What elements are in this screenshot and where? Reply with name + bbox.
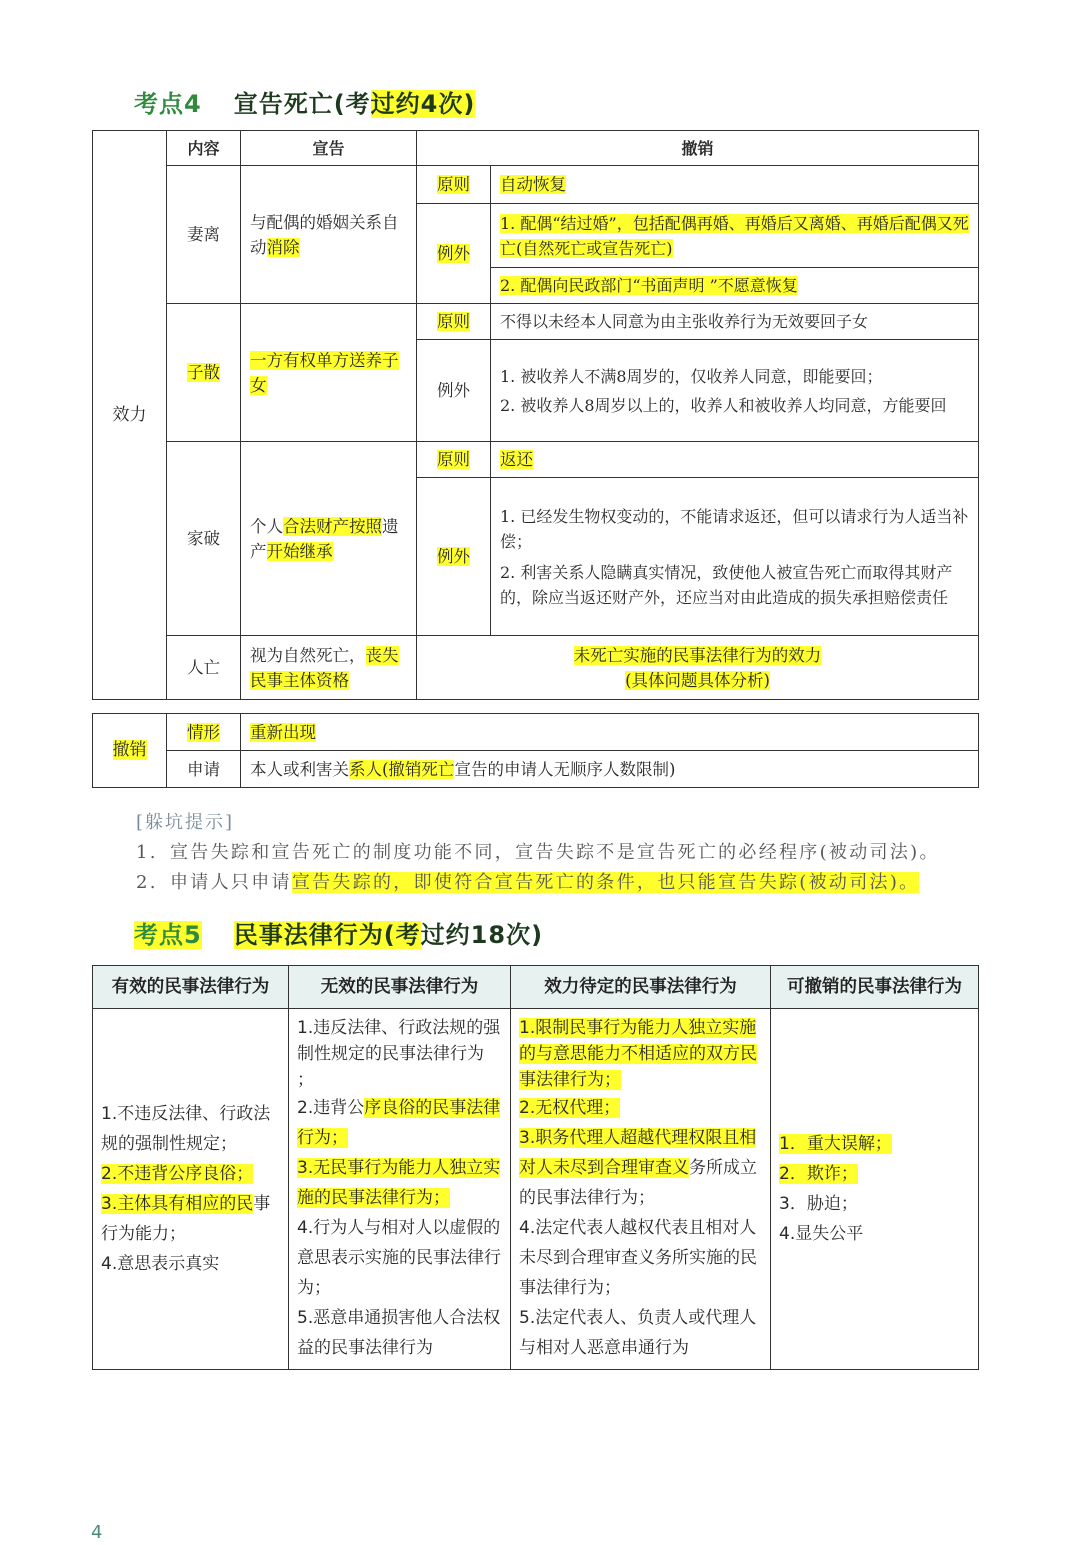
valid-item-3a: 3.主体具有相应的民 (101, 1194, 254, 1214)
tip-2 (136, 868, 940, 898)
table-header-row (93, 966, 979, 1009)
apply-text-a: 本人或利害关 (250, 759, 349, 779)
family-principle-label: 原则 (437, 450, 470, 469)
child-declare: 一方有权单方送养子女 (250, 350, 399, 395)
valid-item-3b: 事行为能力； (101, 1194, 271, 1244)
revocable-item-3: 3．胁迫； (779, 1194, 858, 1214)
section-title-point4 (134, 84, 475, 119)
invalid-item-5: 5.恶意串通损害他人合法权益的民事法律行为 (297, 1308, 501, 1358)
invalid-item-3: 3.无民事行为能力人独立实施的民事法律行为； (297, 1158, 501, 1208)
invalid-item-4: 4.行为人与相对人以虚假的意思表示实施的民事法律行为； (297, 1218, 501, 1298)
tip-2-number: 2. (136, 872, 158, 893)
child-exception-2: 2. 被收养人8周岁以上的，收养人和被收养人均同意，方能要回 (500, 395, 947, 415)
tip-2-text-b: 宣告失踪的，即使符合宣告死亡的条件，也只能宣告失踪(被动司法)。 (291, 872, 920, 893)
header-revocable: 可撤销的民事法律行为 (771, 966, 979, 1009)
valid-item-4: 4.意思表示真实 (101, 1254, 220, 1274)
death-revoke-b: (具体问题具体分析) (625, 670, 770, 690)
situation-text: 重新出现 (250, 722, 316, 742)
row-label-child: 子散 (187, 363, 220, 382)
revocable-item-2: 2．欺诈； (779, 1164, 858, 1184)
apply-label: 申请 (167, 751, 241, 788)
child-principle-label: 原则 (437, 312, 470, 331)
pending-item-4: 4.法定代表人越权代表且相对人未尽到合理审查义务所实施的民事法律行为； (519, 1218, 757, 1298)
pending-cell (511, 1009, 771, 1370)
section-title-highlight: 过约4次) (370, 90, 476, 118)
page-number: 4 (91, 1522, 103, 1543)
invalid-item-2b: 序良俗的民事法律行为； (297, 1098, 501, 1148)
civil-act-table (92, 965, 979, 1370)
tips-title: [躲坑提示] (136, 812, 235, 833)
header-declare: 宣告 (241, 131, 417, 166)
apply-text-b: 系人(撤销死亡 (349, 759, 455, 779)
header-revoke: 撤销 (417, 131, 979, 166)
tips-box (136, 808, 940, 898)
valid-item-2: 2.不违背公序良俗； (101, 1164, 254, 1184)
header-valid: 有效的民事法律行为 (93, 966, 289, 1009)
family-declare-c: 遗产 (250, 516, 399, 561)
declare-death-table (92, 130, 979, 700)
revocable-item-1: 1．重大误解； (779, 1134, 892, 1154)
valid-item-1: 1.不违反法律、行政法规的强制性规定； (101, 1104, 271, 1154)
child-exceptions (491, 340, 979, 442)
family-exceptions (491, 478, 979, 636)
invalid-item-2a: 2.违背公 (297, 1098, 365, 1118)
header-invalid: 无效的民事法律行为 (289, 966, 511, 1009)
family-exception-1: 1. 已经发生物权变动的，不能请求返还，但可以请求行为人适当补偿； (500, 506, 969, 551)
valid-cell (93, 1009, 289, 1370)
invalid-cell (289, 1009, 511, 1370)
tip-1-text: 宣告失踪和宣告死亡的制度功能不同，宣告失踪不是宣告死亡的必经程序(被动司法)。 (170, 842, 940, 863)
family-exception-label: 例外 (437, 547, 470, 566)
section-number: 考点4 (134, 90, 202, 118)
section-title-text: 宣告死亡(考 (233, 90, 371, 118)
spouse-exception-2: 2. 配偶向民政部门“书面声明 ”不愿意恢复 (500, 276, 798, 295)
pending-item-3a: 3.职务代理人超越代理权限且相对人未尽到合理审查义 (519, 1128, 757, 1178)
row-label-spouse: 妻离 (167, 166, 241, 304)
family-declare-a: 个人 (250, 516, 283, 536)
header-pending: 效力待定的民事法律行为 (511, 966, 771, 1009)
invalid-item-1: 1.违反法律、行政法规的强制性规定的民事法律行为 ； (297, 1018, 501, 1090)
death-declare-a: 视为自然死亡， (250, 645, 366, 665)
spouse-principle-label: 原则 (437, 175, 470, 194)
revocable-cell (771, 1009, 979, 1370)
revoke-label: 撤销 (112, 740, 147, 760)
family-declare-b: 合法财产按照 (283, 516, 382, 536)
tip-1-number: 1. (136, 842, 158, 863)
death-declare (241, 636, 417, 700)
pending-item-1: 1.限制民事行为能力人独立实施的与意思能力不相适应的双方民事法律行为； (519, 1018, 757, 1090)
section-title-text: 过约18次) (420, 921, 544, 949)
apply-text-c: 宣告的申请人无顺序人数限制) (454, 759, 676, 779)
tip-2-text-a: 申请人只申请 (170, 872, 292, 893)
pending-item-5: 5.法定代表人、负责人或代理人与相对人恶意串通行为 (519, 1308, 757, 1358)
effect-label: 效力 (93, 131, 167, 700)
table-header-row (93, 131, 979, 166)
pending-item-3b: 务所成立的民事法律行为； (519, 1158, 757, 1208)
tip-1 (136, 838, 940, 868)
child-exception-label: 例外 (417, 340, 491, 442)
spouse-exception-1: 1. 配偶“结过婚”，包括配偶再婚、再婚后又离婚、再婚后配偶又死亡(自然死亡或宣告死亡) (500, 213, 969, 258)
revocable-item-4: 4.显失公平 (779, 1224, 864, 1244)
spouse-declare (241, 166, 417, 304)
child-principle: 不得以未经本人同意为由主张收养行为无效要回子女 (491, 304, 979, 340)
situation-label: 情形 (187, 722, 220, 742)
apply-text (241, 751, 979, 788)
spouse-exception-label: 例外 (437, 244, 470, 263)
row-label-death: 人亡 (167, 636, 241, 700)
spouse-declare-text: 与配偶的婚姻关系自动 (250, 212, 399, 257)
spouse-declare-hl: 消除 (266, 237, 300, 257)
section-number: 考点5 (134, 921, 202, 949)
pending-item-2: 2.无权代理； (519, 1098, 621, 1118)
family-declare (241, 442, 417, 636)
child-exception-1: 1. 被收养人不满8周岁的，仅收养人同意，即能要回； (500, 366, 883, 386)
row-label-family: 家破 (167, 442, 241, 636)
death-declare-b: 丧失民事主体资格 (250, 645, 399, 690)
section-title-highlight: 民事法律行为(考 (233, 921, 421, 949)
revoke-table (92, 713, 979, 788)
family-declare-d: 开始继承 (266, 541, 333, 561)
spouse-principle: 自动恢复 (500, 175, 566, 194)
section-title-point5 (134, 915, 543, 950)
family-principle: 返还 (500, 450, 533, 469)
death-revoke (417, 636, 979, 700)
family-exception-2: 2. 利害关系人隐瞒真实情况，致使他人被宣告死亡而取得其财产的，除应当返还财产外，还应当对由此造成的损失承担赔偿责任 (500, 562, 953, 607)
death-revoke-a: 未死亡实施的民事法律行为的效力 (573, 645, 822, 665)
header-content: 内容 (167, 131, 241, 166)
